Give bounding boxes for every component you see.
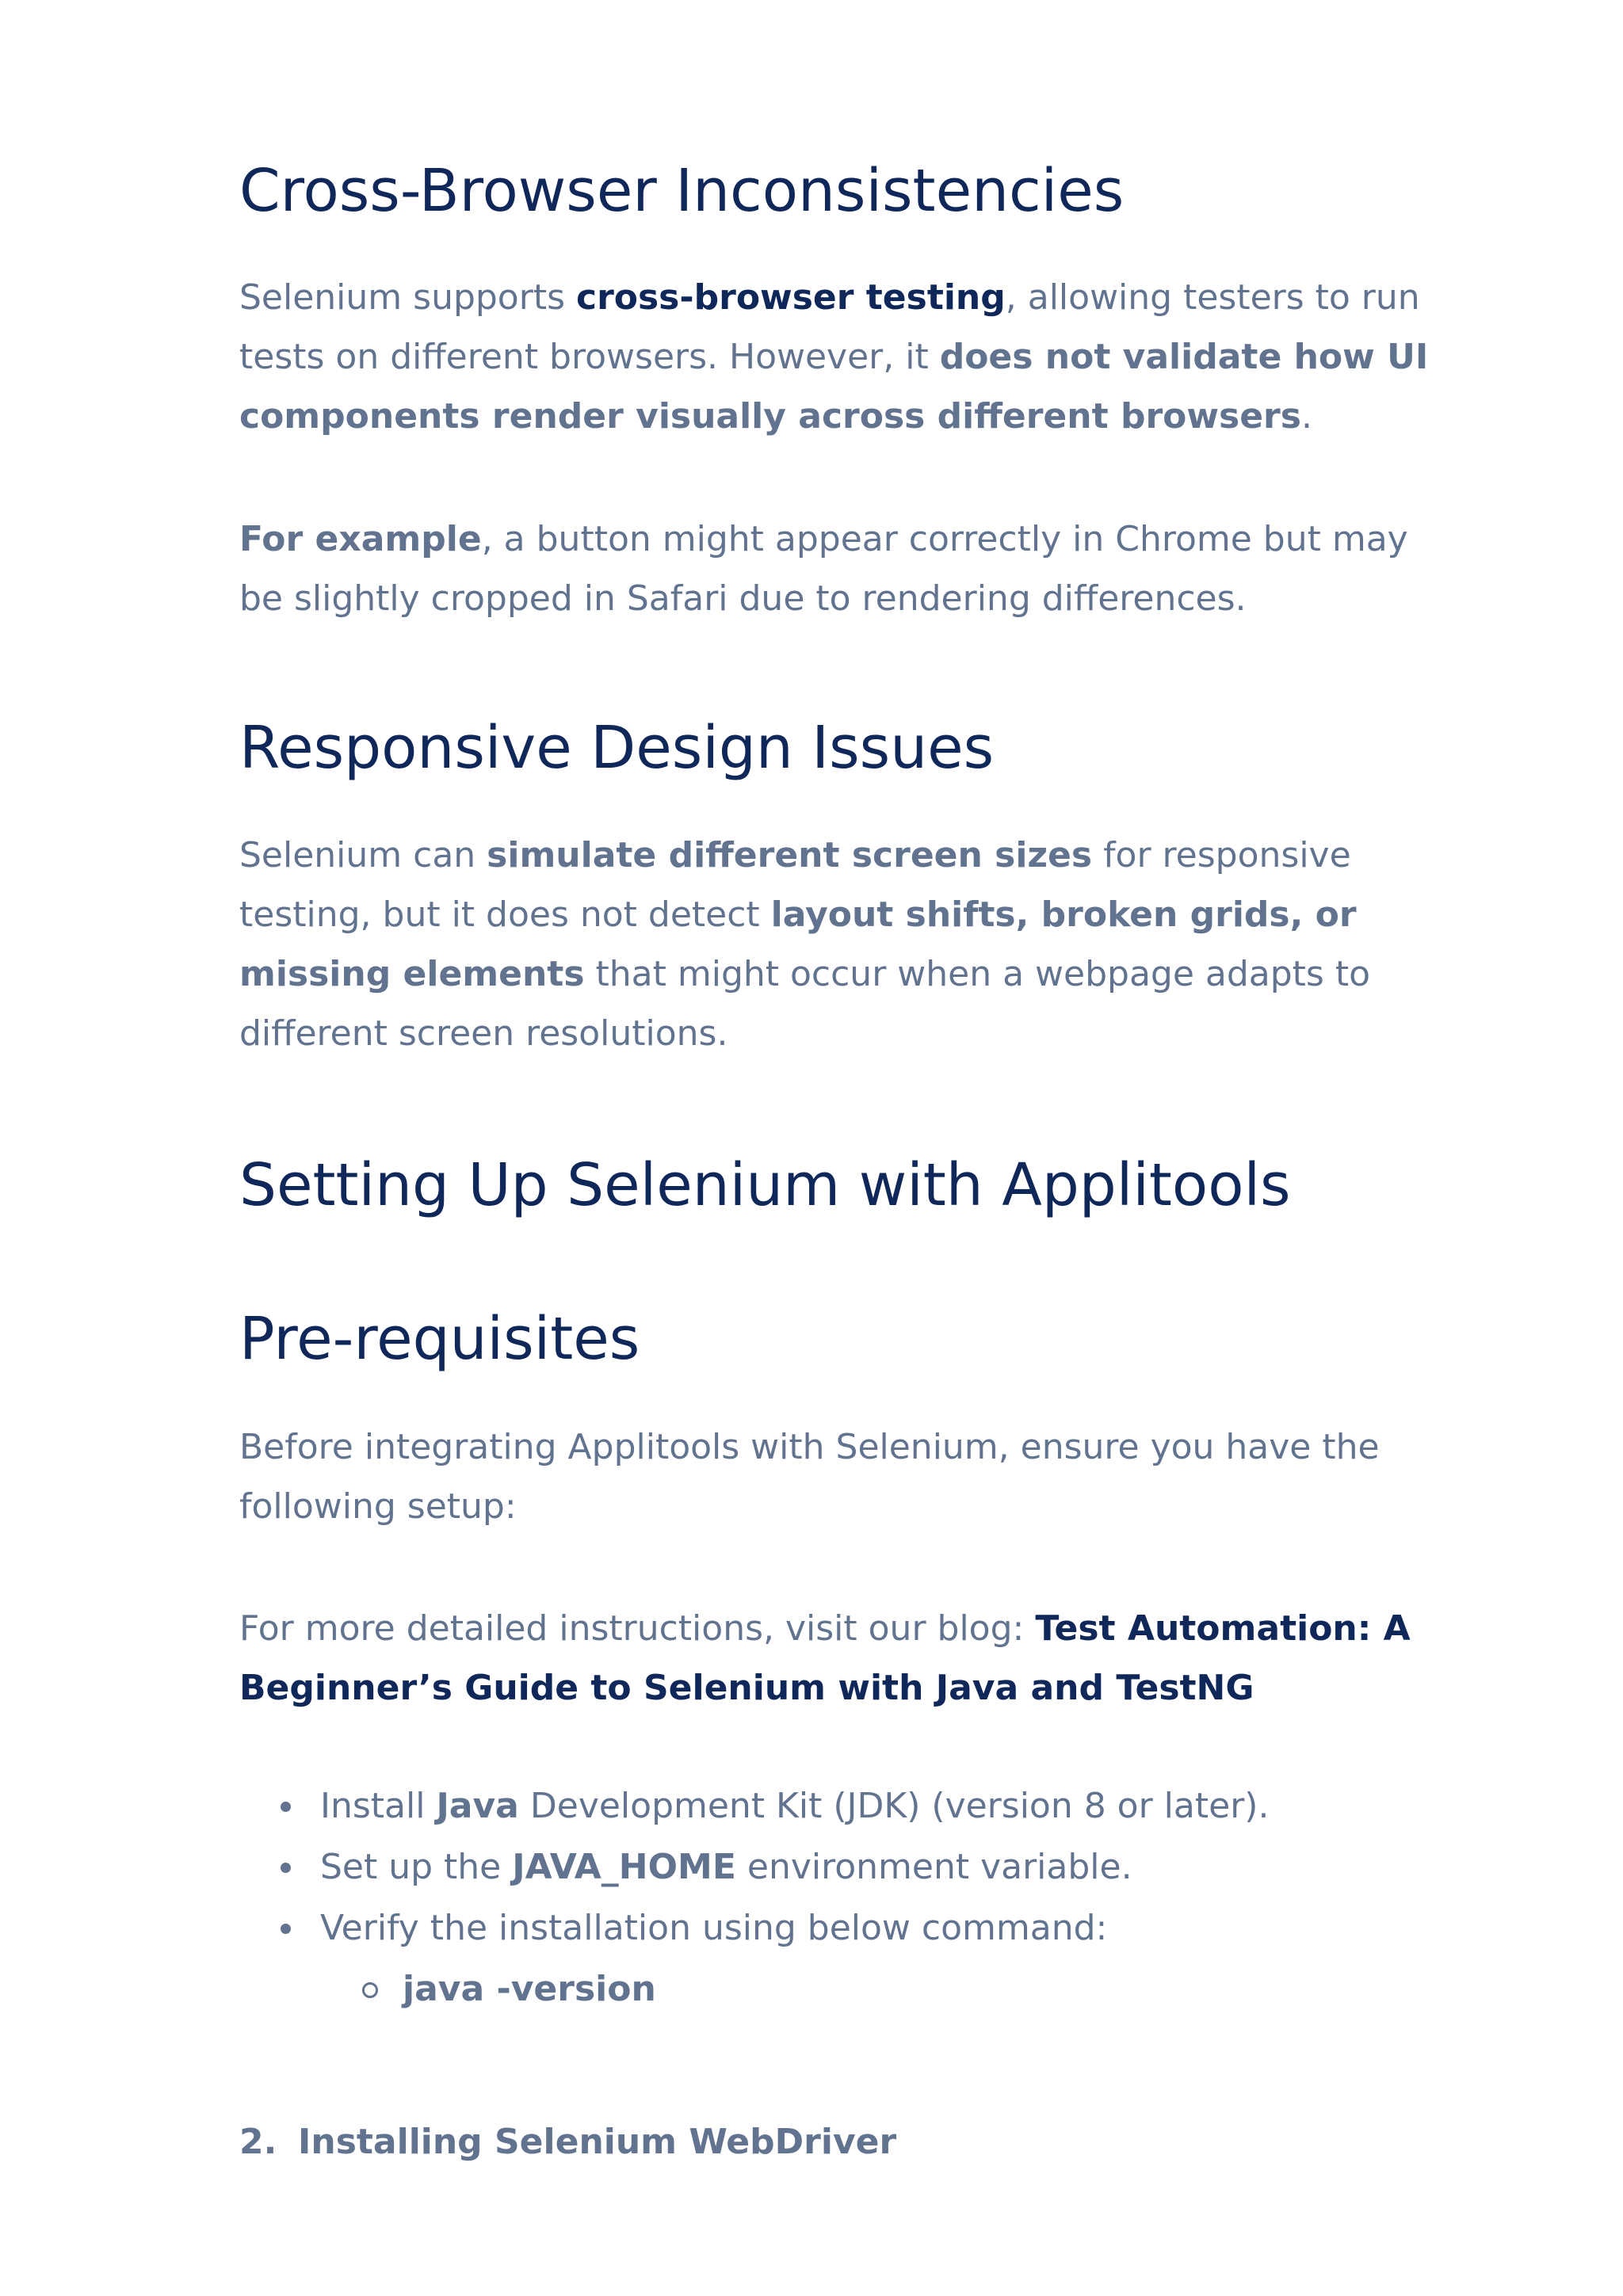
bullet-circle-icon (362, 1982, 378, 1998)
step-label: Installing Selenium WebDriver (298, 2122, 897, 2162)
heading-responsive-design: Responsive Design Issues (239, 714, 995, 782)
heading-prerequisites: Pre-requisites (239, 1305, 640, 1373)
paragraph-cross-browser: Selenium supports cross-browser testing, allowing testers to run tests on different browsers. However, it does not validate how UI components render visually across different browsers. (239, 277, 1429, 437)
heading-setting-up: Setting Up Selenium with Applitools (239, 1151, 1291, 1219)
paragraph-responsive: Selenium can simulate different screen sizes for responsive testing, but it does not detect layout shifts, broken grids, or missing elements that might occur when a webpage adapts to different screen resolutions. (239, 835, 1371, 1054)
setup-list (239, 1775, 1269, 2019)
bullet-dot-icon (281, 1863, 291, 1873)
sub-list-item: java -version (239, 1958, 1269, 2019)
paragraph-for-example: For example, a button might appear correctly in Chrome but may be slightly cropped in Safari due to rendering differences. (239, 519, 1408, 619)
list-item: Verify the installation using below command: (239, 1897, 1269, 1958)
step-number: 2. (239, 2122, 277, 2162)
list-item: Install Java Development Kit (JDK) (version 8 or later). (239, 1775, 1269, 1836)
heading-cross-browser: Cross-Browser Inconsistencies (239, 157, 1125, 225)
paragraph-prerequisites: Before integrating Applitools with Selenium, ensure you have the following setup: (239, 1427, 1380, 1527)
bullet-dot-icon (281, 1924, 291, 1934)
blog-link[interactable]: Test Automation: A Beginner’s Guide to Selenium with Java and TestNG (239, 1608, 1411, 1708)
bullet-dot-icon (281, 1802, 291, 1812)
step-installing-webdriver (239, 2112, 896, 2172)
list-item: Set up the JAVA_HOME environment variable. (239, 1836, 1269, 1897)
paragraph-blog-link: For more detailed instructions, visit our blog: Test Automation: A Beginner’s Guide to Selenium with Java and TestNG (239, 1608, 1411, 1708)
